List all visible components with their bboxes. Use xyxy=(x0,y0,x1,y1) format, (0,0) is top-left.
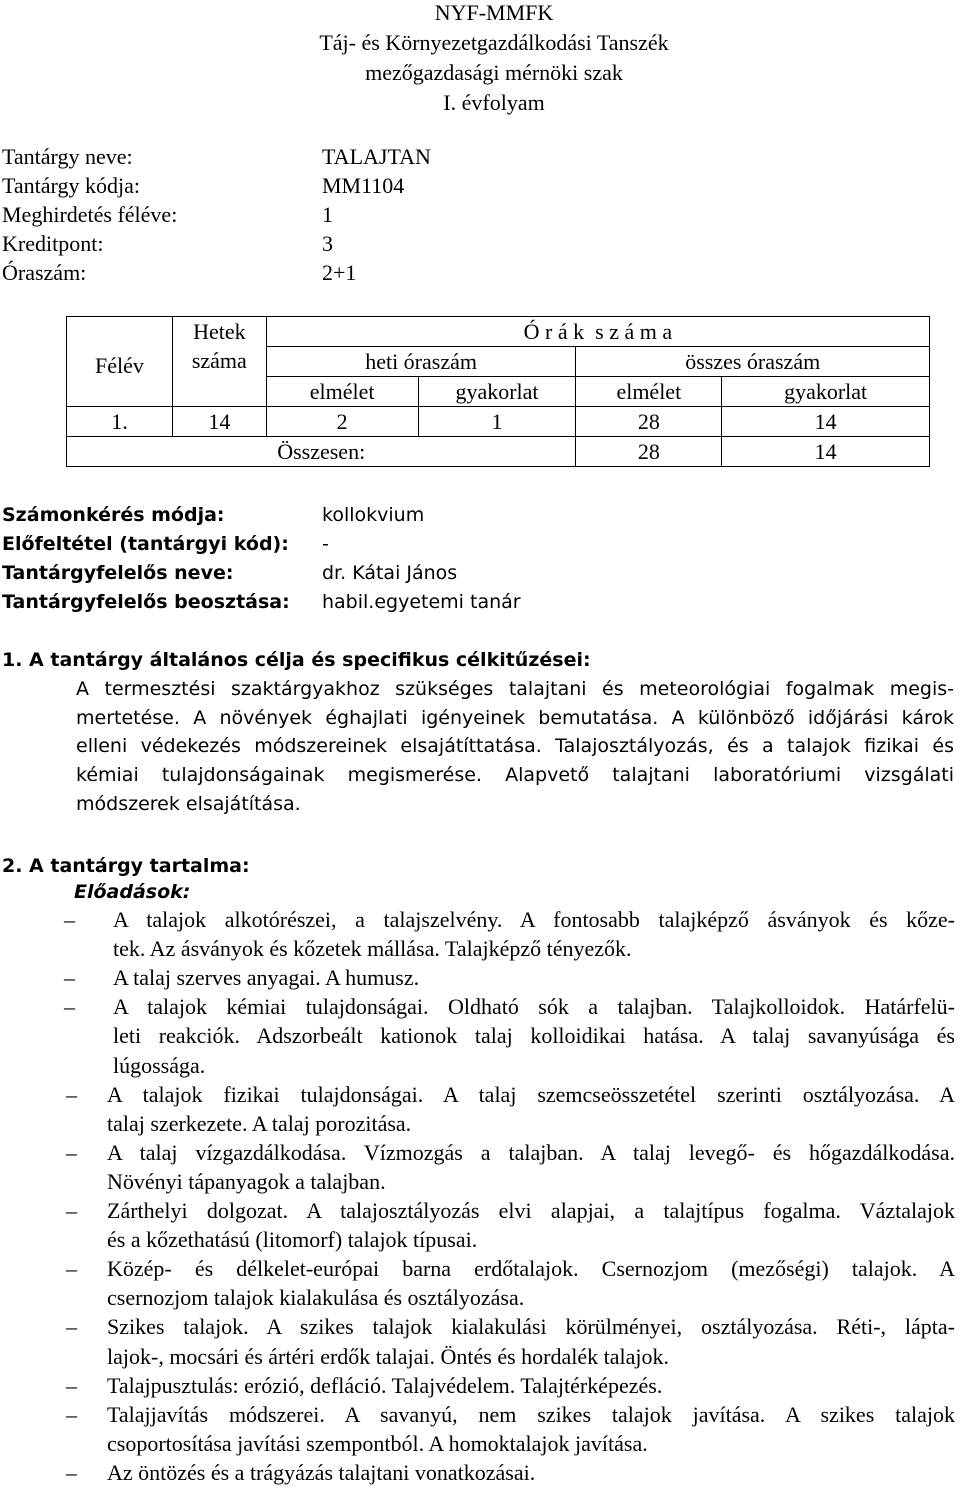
total-hours-header: összes óraszám xyxy=(576,347,930,377)
semester: 1 xyxy=(322,202,333,227)
total-theory: 28 xyxy=(576,437,722,467)
list-item: Talajjavítás módszerei. A savanyú, nem szikes talajok javítása. A szikes talajok xyxy=(107,1401,955,1427)
list-item: A talajok alkotórészei, a talajszelvény. A fontosabb talajképző ásványok és kőze- xyxy=(113,907,955,932)
list-bullet-dash: – xyxy=(64,994,75,1020)
list-item: Szikes talajok. A szikes talajok kialakulási körülményei, osztályozása. Réti-, lápta- xyxy=(107,1314,955,1340)
credit-label: Kreditpont: xyxy=(2,231,104,256)
hours: 2+1 xyxy=(322,260,357,285)
list-bullet-dash: – xyxy=(66,1139,77,1165)
credit: 3 xyxy=(322,231,333,256)
subject-name-label: Tantárgy neve: xyxy=(2,144,133,169)
weekly-practice-header: gyakorlat xyxy=(418,377,576,407)
section1-line: mertetése. A növények éghajlati igényeinek bemutatása. A különböző időjárási károk xyxy=(76,706,954,729)
list-item: Talajpusztulás: erózió, defláció. Talajvédelem. Talajtérképezés. xyxy=(107,1372,663,1398)
list-item: lúgossága. xyxy=(113,1052,206,1078)
list-bullet-dash: – xyxy=(66,1256,77,1282)
section1-line: kémiai tulajdonságainak megismerése. Alapvető talajtani laboratóriumi vizsgálati xyxy=(76,764,954,787)
list-bullet-dash: – xyxy=(66,1314,77,1340)
subject-code: MM1104 xyxy=(322,173,405,198)
list-bullet-dash: – xyxy=(64,965,75,991)
exam: kollokvium xyxy=(322,504,425,526)
row-total-practice: 14 xyxy=(722,407,930,437)
position-label: Tantárgyfelelős beosztása: xyxy=(2,591,290,613)
list-item: és a kőzethatású (litomorf) talajok típusai. xyxy=(107,1227,478,1253)
list-item: A talajok fizikai tulajdonságai. A talaj szemcseösszetétel szerinti osztályozása. A xyxy=(107,1081,955,1107)
row-semester: 1. xyxy=(67,407,173,437)
institution: NYF-MMFK xyxy=(434,0,554,25)
total-theory-header: elmélet xyxy=(576,377,722,407)
list-item: lajok-, mocsári és ártéri erdők talajai. Öntés és hordalék talajok. xyxy=(107,1343,670,1369)
section1-title: 1. A tantárgy általános célja és specifikus célkitűzései: xyxy=(2,649,591,671)
hours-header: Ó r á k s z á m a xyxy=(266,317,929,347)
list-item: tek. Az ásványok és kőzetek mállása. Talajképző tényezők. xyxy=(113,936,632,962)
list-bullet-dash: – xyxy=(66,1459,77,1485)
weekly-theory-header: elmélet xyxy=(266,377,418,407)
row-weeks: 14 xyxy=(172,407,266,437)
row-weekly-practice: 1 xyxy=(418,407,576,437)
list-item: Növényi tápanyagok a talajban. xyxy=(107,1168,386,1194)
list-bullet-dash: – xyxy=(66,1401,77,1427)
program: mezőgazdasági mérnöki szak xyxy=(365,60,623,85)
list-bullet-dash: – xyxy=(66,1081,77,1107)
total-practice-header: gyakorlat xyxy=(722,377,930,407)
semester-header: Félév xyxy=(67,317,173,407)
document-header xyxy=(0,0,960,118)
position: habil.egyetemi tanár xyxy=(322,591,521,613)
list-item: Zárthelyi dolgozat. A talajosztályozás elvi alapjai, a talajtípus fogalma. Váztalajok xyxy=(107,1198,955,1223)
row-weekly-theory: 2 xyxy=(266,407,418,437)
list-item: Közép- és délkelet-európai barna erdőtalajok. Csernozjom (mezőségi) talajok. A xyxy=(107,1256,955,1282)
list-bullet-dash: – xyxy=(64,907,75,932)
subject-name: TALAJTAN xyxy=(322,144,431,169)
responsible: dr. Kátai János xyxy=(322,562,458,584)
subject-code-label: Tantárgy kódja: xyxy=(2,173,140,198)
hours-label: Óraszám: xyxy=(2,260,87,285)
responsible-label: Tantárgyfelelős neve: xyxy=(2,562,234,584)
list-item: A talaj szerves anyagai. A humusz. xyxy=(113,965,420,991)
list-item: A talaj vízgazdálkodása. Vízmozgás a talajban. A talaj levegő- és hőgazdálkodása. xyxy=(107,1139,955,1165)
section2-title: 2. A tantárgy tartalma: xyxy=(2,855,250,877)
prereq-label: Előfeltétel (tantárgyi kód): xyxy=(2,533,289,555)
list-bullet-dash: – xyxy=(66,1198,77,1223)
hours-table xyxy=(66,316,930,467)
section1-line: módszerek elsajátítása. xyxy=(76,792,301,815)
year: I. évfolyam xyxy=(443,90,545,115)
list-item: csernozjom talajok kialakulása és osztályozása. xyxy=(107,1285,525,1311)
section1-line: A termesztési szaktárgyakhoz szükséges talajtani és meteorológiai fogalmak megis- xyxy=(76,678,954,700)
list-item: leti reakciók. Adszorbeált kationok talaj kolloidikai hatása. A talaj savanyúsága és xyxy=(113,1023,955,1049)
exam-label: Számonkérés módja: xyxy=(2,504,225,526)
section2-subtitle: Előadások: xyxy=(74,881,191,903)
list-bullet-dash: – xyxy=(66,1372,77,1398)
total-practice: 14 xyxy=(722,437,930,467)
list-item: A talajok kémiai tulajdonságai. Oldható sók a talajban. Talajkolloidok. Határfelü- xyxy=(113,994,955,1020)
list-item: talaj szerkezete. A talaj porozitása. xyxy=(107,1110,412,1136)
section1-line: elleni védekezés módszereinek elsajátíttatása. Talajosztályozás, és a talajok fizikai és xyxy=(76,735,954,758)
semester-label: Meghirdetés féléve: xyxy=(2,202,178,227)
list-item: csoportosítása javítási szempontból. A homoktalajok javítása. xyxy=(107,1430,648,1456)
total-label: Összesen: xyxy=(67,437,576,467)
weeks-header: Hetek száma xyxy=(172,317,266,407)
weekly-hours-header: heti óraszám xyxy=(266,347,576,377)
row-total-theory: 28 xyxy=(576,407,722,437)
list-item: Az öntözés és a trágyázás talajtani vonatkozásai. xyxy=(107,1459,536,1485)
prereq: - xyxy=(322,533,329,555)
department: Táj- és Környezetgazdálkodási Tanszék xyxy=(319,30,669,55)
